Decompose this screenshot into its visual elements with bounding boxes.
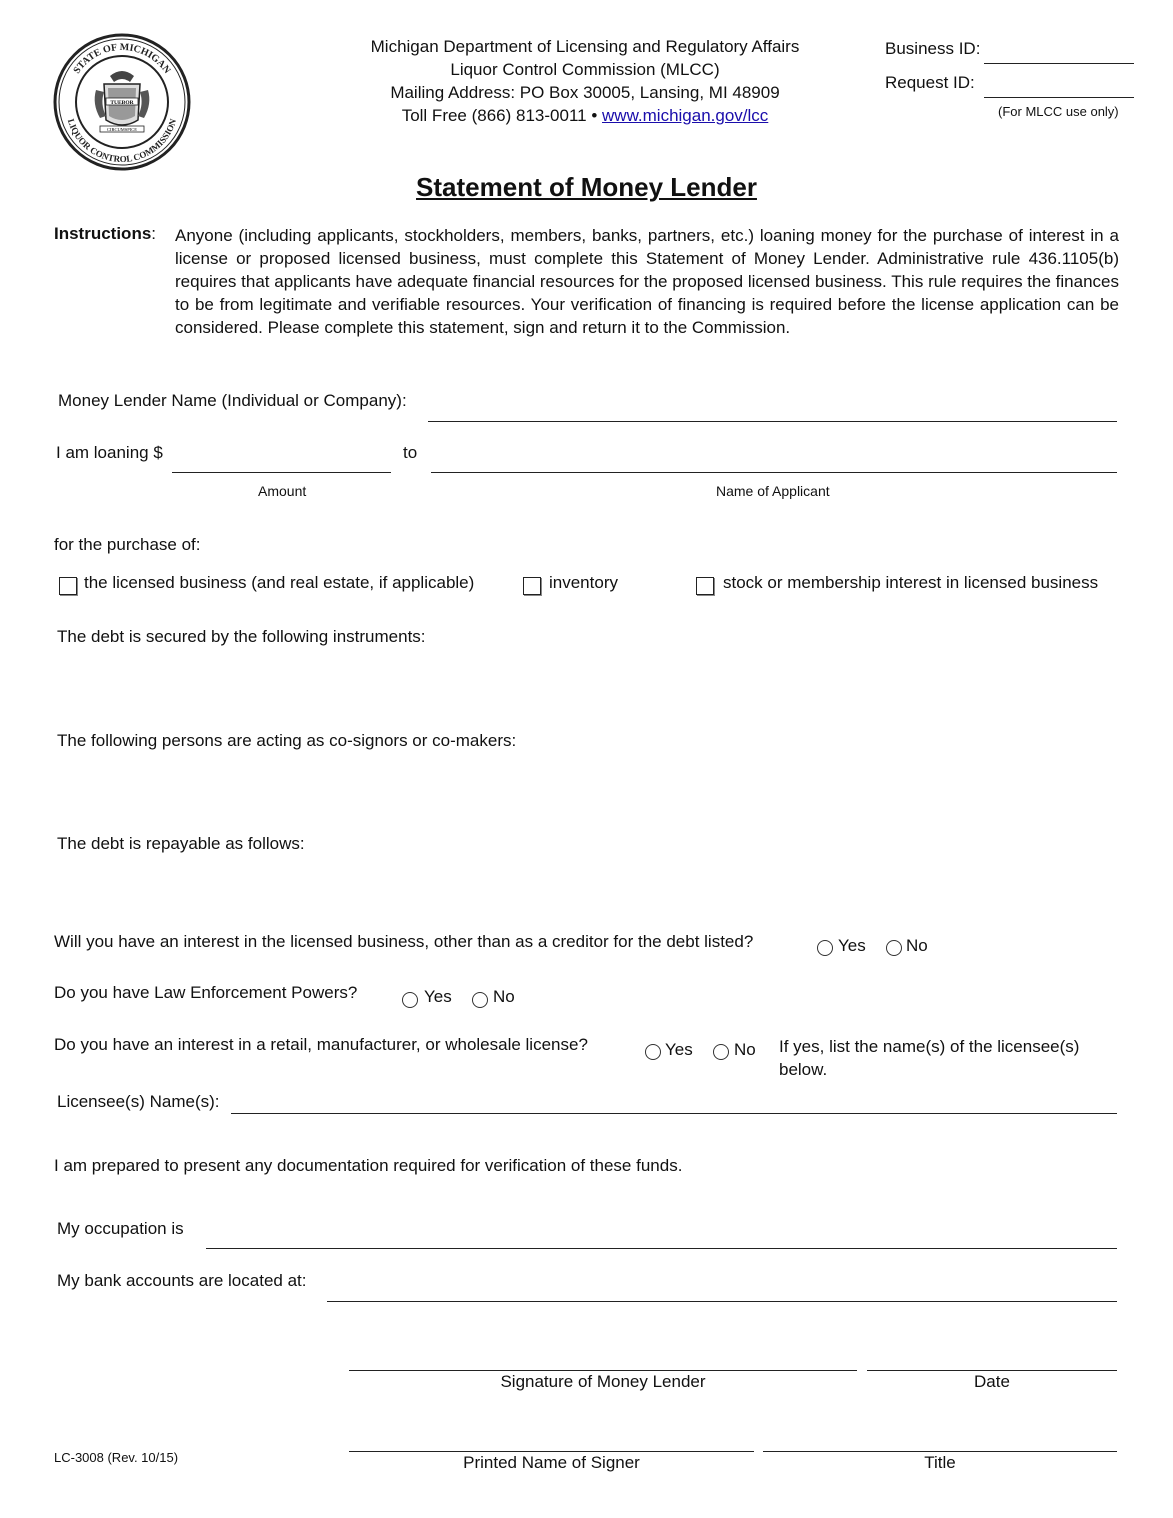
option-stock-label: stock or membership interest in licensed business: [723, 573, 1099, 592]
secured-by-area[interactable]: [57, 652, 1117, 722]
question-law-enforcement: Do you have Law Enforcement Powers?: [54, 983, 358, 1002]
signature-label: Signature of Money Lender: [500, 1372, 706, 1391]
title-label: Title: [924, 1453, 956, 1472]
secured-by-label: The debt is secured by the following instruments:: [57, 627, 426, 646]
applicant-name-field[interactable]: [431, 472, 1117, 473]
request-id-label: Request ID:: [885, 73, 975, 92]
toll-free: Toll Free (866) 813-0011 •: [401, 106, 598, 125]
request-id-field[interactable]: [984, 97, 1134, 98]
amount-caption: Amount: [258, 483, 307, 499]
loaning-label: I am loaning $: [56, 443, 163, 462]
q1-yes-radio[interactable]: [817, 940, 833, 956]
printed-name-label: Printed Name of Signer: [463, 1453, 640, 1472]
option-licensed-business-label: the licensed business (and real estate, if applicable): [84, 573, 475, 592]
svg-text:STATE OF MICHIGAN: STATE OF MICHIGAN: [71, 41, 173, 76]
agency-header: [330, 35, 840, 127]
licensee-names-label: Licensee(s) Name(s):: [57, 1092, 220, 1111]
svg-text:TUEBOR: TUEBOR: [110, 100, 134, 106]
checkbox-inventory[interactable]: [523, 577, 541, 595]
q3-yes-label: Yes: [665, 1040, 693, 1059]
amount-field[interactable]: [172, 472, 391, 473]
q2-no-label: No: [493, 987, 515, 1006]
svg-text:LIQUOR CONTROL COMMISSION: LIQUOR CONTROL COMMISSION: [65, 117, 179, 165]
q3-no-radio[interactable]: [713, 1044, 729, 1060]
lender-name-field[interactable]: [428, 421, 1117, 422]
mlcc-seal-logo: [52, 32, 192, 172]
q3-yes-radio[interactable]: [645, 1044, 661, 1060]
licensee-names-field[interactable]: [231, 1113, 1117, 1114]
purchase-of-label: for the purchase of:: [54, 535, 201, 554]
printed-name-field[interactable]: [349, 1451, 754, 1452]
contact-line: [330, 104, 840, 127]
page-title: Statement of Money Lender: [416, 172, 757, 202]
occupation-field[interactable]: [206, 1248, 1117, 1249]
business-id-label: Business ID:: [885, 39, 981, 58]
mailing-address: Mailing Address: PO Box 30005, Lansing, MI 48909: [390, 83, 780, 102]
svg-text:CIRCUMSPICE: CIRCUMSPICE: [106, 127, 138, 132]
instructions-text: Anyone (including applicants, stockholders, members, banks, partners, etc.) loaning money for the purchase of interest in a license or proposed licensed business, must complete this Statement of Money Lender. Administrative rule 436.1105(b) requires that applicants have adequate financial resources for the proposed licensed business. This rule requires the finances to be from legitimate and verifiable resources. Your verification of financing is required before the license application can be considered. Please complete this statement, sign and return it to the Commission.: [175, 226, 1119, 337]
q2-no-radio[interactable]: [472, 992, 488, 1008]
repayable-label: The debt is repayable as follows:: [57, 834, 305, 853]
checkbox-licensed-business[interactable]: [59, 577, 77, 595]
q2-yes-radio[interactable]: [402, 992, 418, 1008]
question-creditor-interest: Will you have an interest in the licensed business, other than as a creditor for the debt listed?: [54, 932, 754, 951]
business-id-field[interactable]: [984, 63, 1134, 64]
q3-note-line-2: below.: [779, 1060, 828, 1079]
q1-yes-label: Yes: [838, 936, 866, 955]
question-license-interest: Do you have an interest in a retail, manufacturer, or wholesale license?: [54, 1035, 588, 1054]
occupation-label: My occupation is: [57, 1219, 184, 1238]
q3-no-label: No: [734, 1040, 756, 1059]
instructions-label: Instructions:: [54, 224, 157, 243]
to-label: to: [403, 443, 418, 462]
q1-no-radio[interactable]: [886, 940, 902, 956]
date-label: Date: [974, 1372, 1010, 1391]
commission-name: Liquor Control Commission (MLCC): [450, 60, 720, 79]
form-number: LC-3008 (Rev. 10/15): [54, 1450, 179, 1465]
repayable-area[interactable]: [57, 859, 1117, 919]
lender-name-label: Money Lender Name (Individual or Company):: [58, 391, 407, 410]
signature-field[interactable]: [349, 1370, 857, 1371]
option-inventory-label: inventory: [549, 573, 618, 592]
bank-accounts-field[interactable]: [327, 1301, 1117, 1302]
cosigners-label: The following persons are acting as co-signors or co-makers:: [57, 731, 517, 750]
checkbox-stock-membership[interactable]: [696, 577, 714, 595]
q3-note: [779, 1035, 1079, 1081]
verification-statement: I am prepared to present any documentation required for verification of these funds.: [54, 1156, 683, 1175]
cosigners-area[interactable]: [57, 756, 1117, 826]
website-link[interactable]: www.michigan.gov/lcc: [602, 106, 769, 125]
title-field[interactable]: [763, 1451, 1117, 1452]
mlcc-use-note: (For MLCC use only): [998, 104, 1119, 119]
date-field[interactable]: [867, 1370, 1117, 1371]
bank-accounts-label: My bank accounts are located at:: [57, 1271, 307, 1290]
applicant-name-caption: Name of Applicant: [716, 483, 830, 499]
q1-no-label: No: [906, 936, 928, 955]
q2-yes-label: Yes: [424, 987, 452, 1006]
agency-name: Michigan Department of Licensing and Regulatory Affairs: [370, 37, 800, 56]
q3-note-line-1: If yes, list the name(s) of the licensee(s): [779, 1037, 1080, 1056]
